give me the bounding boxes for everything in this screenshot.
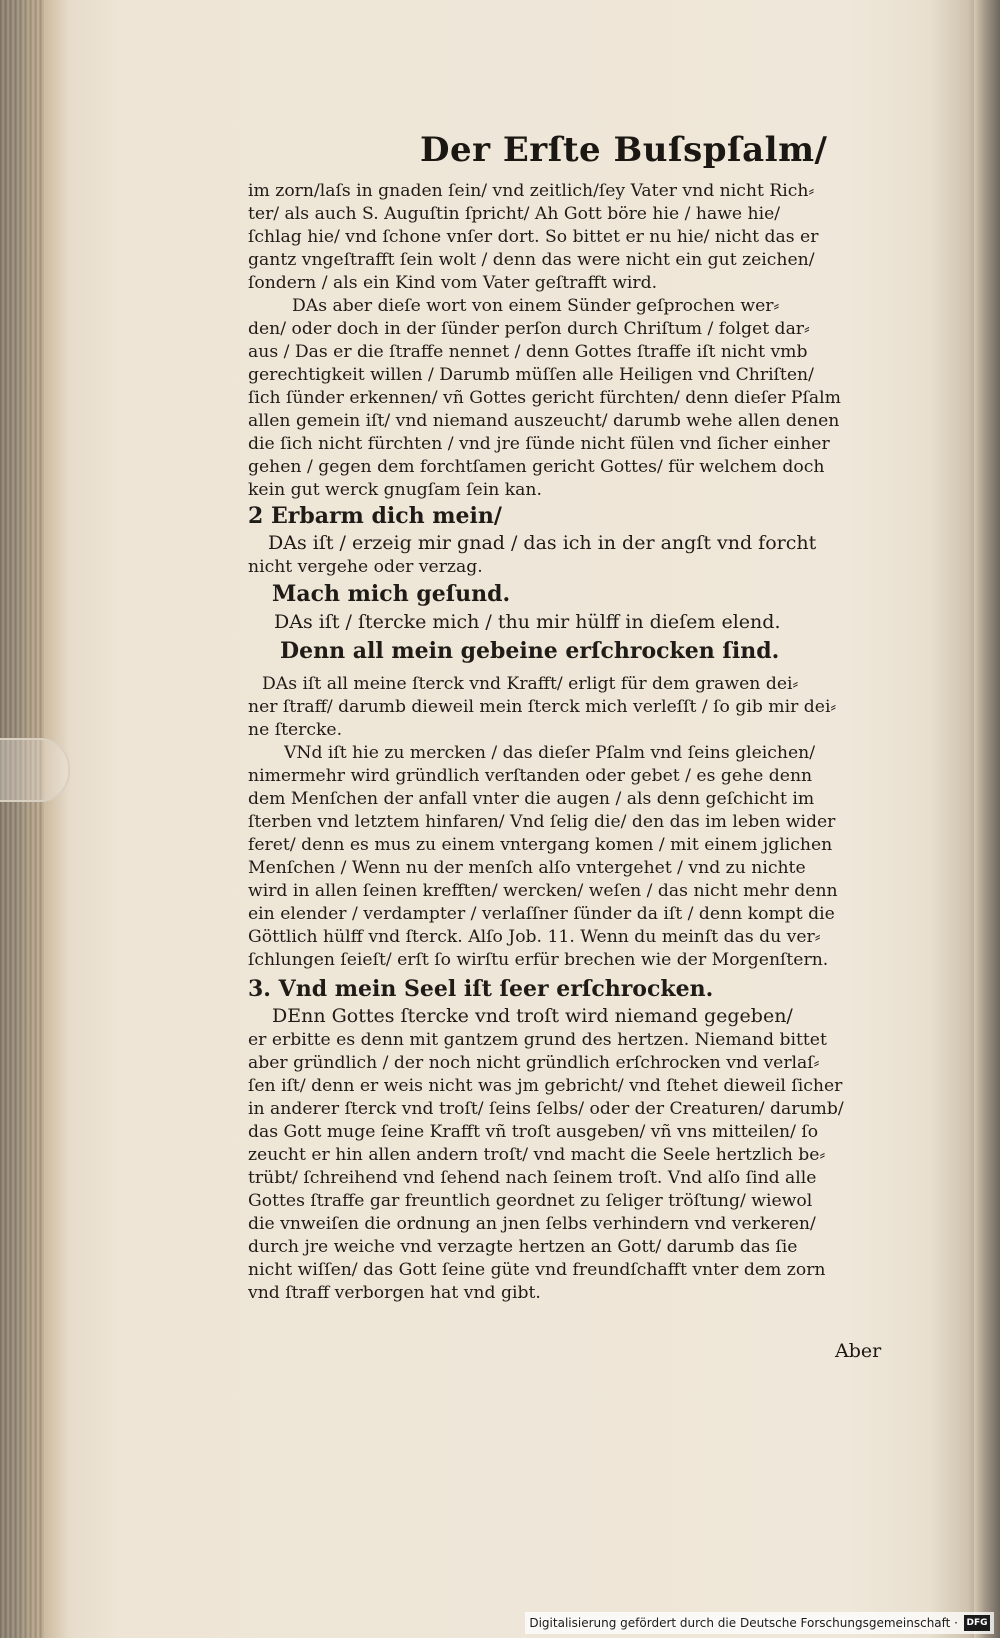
text-line: vnd ſtraff verborgen hat vnd gibt. [248, 1283, 541, 1303]
text-line: nicht wiſſen/ das Gott ſeine güte vnd freundſchafft vnter dem zorn [248, 1260, 826, 1280]
text-line: ner ſtraff/ darumb dieweil mein ſterck mich verleſſt / ſo gib mir dei⸗ [248, 697, 837, 717]
running-heading: Der Erſte Buſspſalm/ [420, 130, 828, 170]
text-line: VNd iſt hie zu mercken / das dieſer Pſalm vnd ſeins gleichen/ [284, 743, 815, 763]
text-line: gehen / gegen dem forchtſamen gericht Gottes/ für welchem doch [248, 457, 825, 477]
text-line: ſchlungen ſeieſt/ erſt ſo wirſtu erfür brechen wie der Morgenſtern. [248, 950, 829, 970]
text-line: DAs iſt all meine ſterck vnd Krafft/ erligt für dem grawen dei⸗ [262, 674, 799, 694]
text-line: nicht vergehe oder verzag. [248, 557, 483, 577]
text-line: die vnweiſen die ordnung an jnen ſelbs verhindern vnd verkeren/ [248, 1214, 816, 1234]
text-line: DEnn Gottes ſtercke vnd troſt wird niemand gegeben/ [272, 1005, 793, 1027]
text-line: Denn all mein gebeine erſchrocken ſind. [280, 638, 780, 664]
text-line: DAs iſt / ſtercke mich / thu mir hülff in dieſem elend. [274, 611, 781, 633]
text-line: den/ oder doch in der ſünder perſon durch Chriſtum / folget dar⸗ [248, 319, 810, 339]
text-line: ſchlag hie/ vnd ſchone vnſer dort. So bittet er nu hie/ nicht das er [248, 227, 819, 247]
text-line: ſondern / als ein Kind vom Vater geſtrafft wird. [248, 273, 658, 293]
page-edges-left [0, 0, 44, 1638]
text-line: Gottes ſtraffe gar freuntlich geordnet zu ſeliger tröſtung/ wiewol [248, 1191, 813, 1211]
text-line: ter/ als auch S. Auguſtin ſpricht/ Ah Gott böre hie / hawe hie/ [248, 204, 781, 224]
text-line: wird in allen ſeinen krefften/ wercken/ weſen / das nicht mehr denn [248, 881, 838, 901]
text-line: in anderer ſterck vnd troſt/ ſeins ſelbs/ oder der Creaturen/ darumb/ [248, 1099, 844, 1119]
text-line: kein gut werck gnugſam ſein kan. [248, 480, 542, 500]
page-edge-right [974, 0, 1000, 1638]
body-text [248, 180, 896, 1370]
footer-text: Digitalisierung gefördert durch die Deutsche Forschungsgemeinschaft · [529, 1616, 958, 1630]
text-line: zeucht er hin allen andern troſt/ vnd macht die Seele hertzlich be⸗ [248, 1145, 826, 1165]
text-line: gantz vngeſtrafft ſein wolt / denn das were nicht ein gut zeichen/ [248, 250, 815, 270]
text-line: ein elender / verdampter / verlaſſner ſünder da iſt / denn kompt die [248, 904, 835, 924]
catchword: Aber [835, 1340, 882, 1362]
text-line: Menſchen / Wenn nu der menſch alſo vntergehet / vnd zu nichte [248, 858, 806, 878]
digitization-footer [525, 1612, 994, 1634]
text-line: ſen iſt/ denn er weis nicht was jm gebricht/ vnd ſtehet dieweil ſicher [248, 1076, 843, 1096]
text-line: gerechtigkeit willen / Darumb müſſen alle Heiligen vnd Chriſten/ [248, 365, 814, 385]
text-line: ne ſtercke. [248, 720, 343, 740]
bookmark-ribbon [0, 738, 70, 802]
text-line: aber gründlich / der noch nicht gründlich erſchrocken vnd verlaſ⸗ [248, 1053, 820, 1073]
text-line: 3. Vnd mein Seel iſt ſeer erſchrocken. [248, 976, 714, 1002]
text-line: Mach mich geſund. [272, 581, 511, 607]
text-line: allen gemein iſt/ vnd niemand auszeucht/ darumb wehe allen denen [248, 411, 840, 431]
text-line: durch jre weiche vnd verzagte hertzen an Gott/ darumb das ſie [248, 1237, 798, 1257]
text-line: trübt/ ſchreihend vnd ſehend nach ſeinem troſt. Vnd alſo ſind alle [248, 1168, 817, 1188]
text-line: DAs aber dieſe wort von einem Sünder geſprochen wer⸗ [292, 296, 780, 316]
text-line: dem Menſchen der anfall vnter die augen / als denn geſchicht im [248, 789, 815, 809]
dfg-logo-icon: DFG [964, 1615, 990, 1631]
text-line: die ſich nicht fürchten / vnd jre ſünde nicht fülen vnd ſicher einher [248, 434, 830, 454]
text-line: Göttlich hülff vnd ſterck. Alſo Job. 11. Wenn du meinſt das du ver⸗ [248, 927, 821, 947]
text-line: aus / Das er die ſtraffe nennet / denn Gottes ſtraffe iſt nicht vmb [248, 342, 808, 362]
text-line: im zorn/laſs in gnaden ſein/ vnd zeitlich/ſey Vater vnd nicht Rich⸗ [248, 181, 815, 201]
text-line: feret/ denn es mus zu einem vntergang komen / mit einem jglichen [248, 835, 833, 855]
text-line: ſich ſünder erkennen/ vñ Gottes gericht fürchten/ denn dieſer Pſalm [248, 388, 841, 408]
text-line: nimermehr wird gründlich verſtanden oder gebet / es gehe denn [248, 766, 813, 786]
text-line: 2 Erbarm dich mein/ [248, 503, 502, 529]
text-line: er erbitte es denn mit gantzem grund des hertzen. Niemand bittet [248, 1030, 827, 1050]
text-line: das Gott muge ſeine Krafft vñ troſt ausgeben/ vñ vns mitteilen/ ſo [248, 1122, 819, 1142]
text-line: ſterben vnd letztem hinfaren/ Vnd ſelig die/ den das im leben wider [248, 812, 836, 832]
text-line: DAs iſt / erzeig mir gnad / das ich in der angſt vnd forcht [268, 532, 817, 554]
